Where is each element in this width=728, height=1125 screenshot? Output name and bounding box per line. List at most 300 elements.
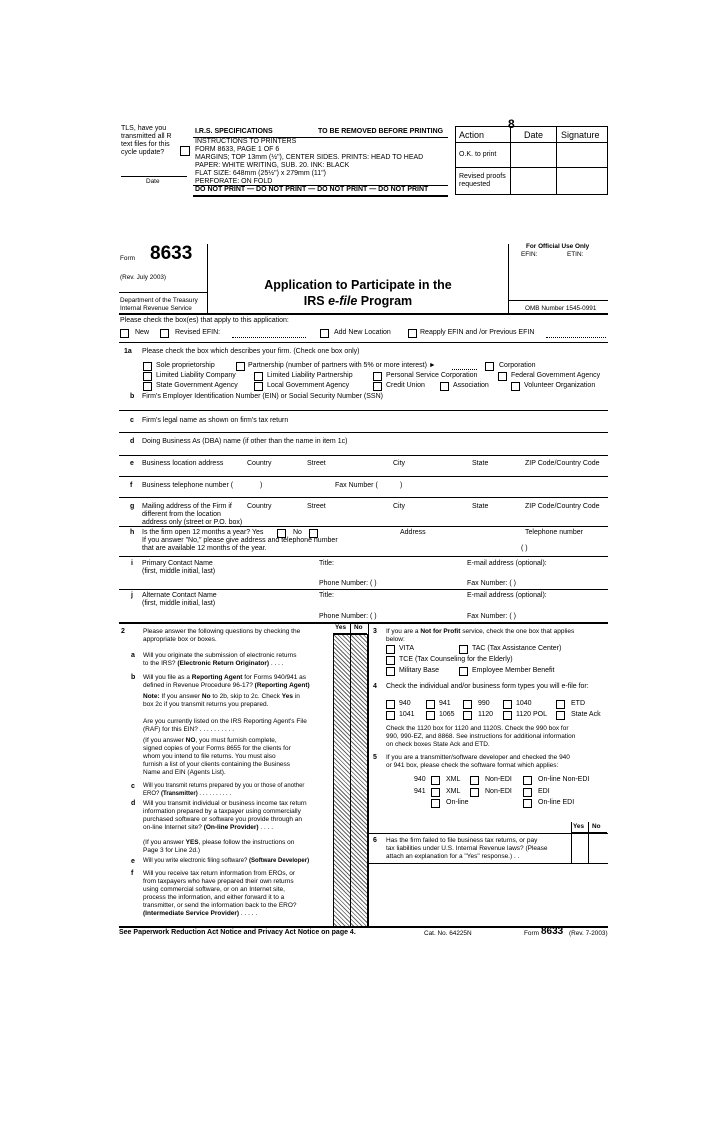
option-label: Credit Union (386, 382, 425, 389)
form-label: 1040 (516, 700, 532, 707)
item-g-text: different from the location (142, 511, 221, 518)
zip-label: ZIP Code/Country Code (525, 460, 600, 467)
item-d-text: Doing Business As (DBA) name (if other than the name in item 1c) (142, 438, 348, 445)
q5-line: If you are a transmitter/software developer and checked the 940 (386, 754, 570, 761)
tac-label: TAC (Tax Assistance Center) (472, 645, 562, 652)
941-online-edi-checkbox[interactable] (523, 799, 532, 808)
q6-line: tax liabilities under U.S. Internal Revenue laws? (Please (386, 844, 548, 852)
item-number: g (130, 503, 135, 510)
form-1120pol-checkbox[interactable] (503, 711, 512, 720)
llc-checkbox[interactable] (143, 372, 152, 381)
new-checkbox[interactable] (120, 329, 129, 338)
form-label: 1120 POL (516, 711, 548, 718)
phone-field-rule[interactable] (119, 497, 608, 498)
revised-label: Revised EFIN: (175, 329, 221, 336)
telephone-label: Telephone number (525, 529, 583, 536)
q2-line: (Transmitter) (161, 790, 198, 797)
form-label: Form (120, 255, 135, 262)
omb-number: OMB Number 1545-0991 (525, 305, 597, 312)
item-number: c (130, 417, 134, 424)
q2-line: Will you transmit returns prepared by you or those of another (143, 783, 305, 789)
q2-line: transmitter, or send the information back to the ERO? (143, 901, 297, 909)
date-header: Date (524, 130, 544, 140)
option-label: Personal Service Corporation (386, 372, 478, 379)
form-1120-checkbox[interactable] (463, 711, 472, 720)
q2-line: using commercial software, or on an Internet site, (143, 885, 285, 893)
employee-benefit-checkbox[interactable] (459, 667, 468, 676)
option-label: State Government Agency (156, 382, 238, 389)
street-label: Street (307, 503, 326, 510)
q2-line: whom you intend to file returns. You must also (143, 752, 276, 760)
form-state-ack-checkbox[interactable] (556, 711, 565, 720)
leader: . . . . . . . . . . (197, 790, 232, 797)
section-rule (119, 342, 608, 343)
item-number: b (131, 674, 136, 681)
nonedi-label: Non-EDI (485, 788, 512, 795)
q2-line: Please answer the following questions by checking the (143, 628, 301, 635)
previous-efin-field[interactable] (546, 337, 606, 338)
employee-benefit-label: Employee Member Benefit (472, 667, 555, 674)
option-label: Partnership (number of partners with 5% or more interest) ► (248, 362, 436, 369)
leader: . . . . . (239, 909, 258, 917)
form-1041-checkbox[interactable] (386, 711, 395, 720)
partnership-checkbox[interactable] (236, 362, 245, 371)
ein-field-rule[interactable] (119, 410, 608, 411)
option-label: Limited Liability Company (156, 372, 236, 379)
item-number: a (131, 652, 135, 659)
941-edi-checkbox[interactable] (523, 788, 532, 797)
q2-line: Will you receive tax return information from EROs, or (143, 870, 296, 877)
partners-count-field[interactable] (452, 369, 477, 370)
q4-text: Check the individual and/or business form types you will e-file for: (386, 683, 589, 690)
q3-line: If you are a (386, 628, 421, 635)
yes-answer-column[interactable] (333, 634, 351, 928)
q2-line: for Forms 940/941 as (242, 674, 307, 681)
format-941-label: 941 (414, 788, 426, 795)
sole-proprietorship-checkbox[interactable] (143, 362, 152, 371)
tls-update-checkbox[interactable] (180, 146, 190, 156)
no-answer-column[interactable] (350, 634, 368, 928)
form-label: ETD (571, 700, 585, 707)
q4-line: on check boxes State Ack and ETD. (386, 740, 490, 748)
date-label: Date (146, 178, 160, 185)
action-row-rule (455, 142, 607, 143)
form-revision: (Rev. July 2003) (120, 274, 167, 281)
city-label: City (393, 503, 406, 510)
online-nonedi-label: On-line Non-EDI (538, 776, 590, 783)
q2e-text (143, 858, 329, 866)
form-label: 940 (399, 700, 411, 707)
email-label: E-mail address (optional): (467, 560, 547, 567)
raf-question (143, 718, 329, 734)
q2-line: Reporting Agent (191, 674, 243, 681)
q3-line: below: (386, 635, 405, 643)
tls-line: text files for this (121, 141, 170, 148)
phone-label: Phone Number: ( ) (319, 580, 377, 587)
item-number: f (131, 870, 134, 877)
form-title: Application to Participate in the (264, 278, 452, 292)
yes-no-divider (350, 623, 351, 633)
item-number: 5 (373, 754, 377, 761)
item-e-text: Business location address (142, 460, 224, 467)
940-nonedi-checkbox[interactable] (470, 776, 479, 785)
form-1065-checkbox[interactable] (426, 711, 435, 720)
specs-rule (193, 195, 448, 197)
add-location-label: Add New Location (334, 329, 391, 336)
940-xml-checkbox[interactable] (431, 776, 440, 785)
option-label: Volunteer Organization (524, 382, 596, 389)
item-i-text: Primary Contact Name (142, 560, 213, 567)
fax-label: Fax Number: ( ) (467, 580, 517, 587)
efin-label: EFIN: (521, 251, 538, 258)
item-number: e (131, 858, 135, 865)
item-number: 1a (124, 348, 132, 355)
form-1040-checkbox[interactable] (503, 700, 512, 709)
local-agency-checkbox[interactable] (254, 382, 263, 391)
q2-line: Note: (143, 693, 162, 700)
q2-line: (Software Developer) (249, 858, 310, 864)
signature-header: Signature (561, 130, 600, 140)
dba-field-rule[interactable] (119, 455, 608, 456)
item-i-text: (first, middle initial, last) (142, 568, 216, 575)
item-h-text: If you answer "No," please give address and telephone number (142, 537, 338, 544)
q5-line: or 941 box, please check the software format which applies: (386, 761, 559, 769)
q2-line: , please follow the instructions on (198, 839, 295, 846)
mailing-field-rule[interactable] (119, 526, 608, 527)
footer-form-number: 8633 (541, 926, 564, 937)
association-checkbox[interactable] (440, 382, 449, 391)
q2-line: (RAF) for this EIN? (143, 725, 198, 733)
tls-line: transmitted all R (121, 133, 172, 140)
form-label: 941 (439, 700, 451, 707)
q2-line: NO (185, 737, 196, 744)
address-label: Address (400, 529, 426, 536)
tls-line: TLS, have you (121, 125, 167, 132)
item-number: 2 (121, 628, 125, 635)
footer-rule (119, 926, 608, 928)
tls-line: cycle update? (121, 149, 165, 156)
leader: . . . . (258, 823, 274, 831)
official-use-label: For Official Use Only (526, 243, 590, 250)
q2-line: Will you transmit individual or business income tax return (143, 800, 307, 807)
form-label: 1065 (439, 711, 455, 718)
add-location-checkbox[interactable] (320, 329, 329, 338)
fax-label: Fax Number: ( ) (467, 613, 517, 620)
country-label: Country (247, 460, 272, 467)
specs-line: MARGINS; TOP 13mm (½"), CENTER SIDES. PRINTS: HEAD TO HEAD (195, 154, 424, 161)
phone-label: Phone Number: ( ) (319, 613, 377, 620)
page-number: 8 (508, 117, 515, 131)
paperwork-notice: See Paperwork Reduction Act Notice and Privacy Act Notice on page 4. (119, 929, 356, 936)
reapply-label: Reapply EFIN and /or Previous EFIN (420, 329, 535, 336)
military-label: Military Base (399, 667, 440, 674)
item-h-text: that are available 12 months of the year. (142, 545, 267, 552)
raf-instructions (143, 737, 329, 777)
item-number: c (131, 783, 135, 790)
corporation-checkbox[interactable] (485, 362, 494, 371)
q2-line: box 2c if you transmit returns you prepared. (143, 700, 269, 708)
q2-line: defined in Revenue Procedure 96-17? (143, 681, 255, 689)
option-label: Corporation (499, 362, 536, 369)
title-part: IRS (303, 294, 329, 308)
q2-line: (Intermediate Service Provider) (143, 909, 240, 917)
item-number: h (130, 529, 135, 536)
location-field-rule[interactable] (119, 476, 608, 477)
omb-rule (508, 300, 608, 301)
format-940-label: 940 (414, 776, 426, 783)
specs-line: FORM 8633, PAGE 1 OF 6 (195, 146, 280, 153)
personal-service-corp-checkbox[interactable] (373, 372, 382, 381)
action-header: Action (459, 130, 485, 140)
item-g-text: address only (street or P.O. box) (142, 519, 243, 526)
tce-label: TCE (Tax Counseling for the Elderly) (399, 656, 513, 663)
form-label: 1120 (478, 711, 494, 718)
form-940-checkbox[interactable] (386, 700, 395, 709)
item-number: d (131, 800, 136, 807)
q4-line: 990, 990-EZ, and 8868. See instructions for additional information (386, 732, 576, 740)
specs-line: INSTRUCTIONS TO PRINTERS (195, 138, 297, 145)
q3-line: Not for Profit (420, 628, 461, 635)
credit-union-checkbox[interactable] (373, 382, 382, 391)
q2-line: YES (185, 839, 199, 846)
revised-proofs-label: requested (459, 181, 491, 188)
q2-intro (143, 628, 329, 644)
941-xml-checkbox[interactable] (431, 788, 440, 797)
q2-line: to 2b, skip to 2c. Check (210, 693, 282, 700)
q2-line: appropriate box or boxes. (143, 635, 217, 643)
department: Internal Revenue Service (120, 305, 192, 312)
paren-close: ) (260, 482, 263, 489)
form-label: State Ack (571, 711, 601, 718)
q2-line: (If you answer (143, 737, 186, 744)
no-label: No (293, 529, 302, 536)
q2-line: Page 3 for Line 2d.) (143, 846, 201, 854)
specs-line: PERFORATE: ON FOLD (195, 178, 273, 185)
specs-title: I.R.S. SPECIFICATIONS (195, 128, 273, 135)
form-label: 990 (478, 700, 490, 707)
nonedi-label: Non-EDI (485, 776, 512, 783)
q2-line: signed copies of your Forms 8655 for the clients for (143, 744, 291, 752)
item-f-text: Business telephone number ( (142, 482, 234, 489)
q2-line: , you must furnish complete, (195, 737, 277, 744)
q2-line: purchased software or software you provide through an (143, 815, 302, 823)
q5-text (386, 754, 608, 770)
header-bottom-rule (119, 313, 608, 315)
email-label: E-mail address (optional): (467, 592, 547, 599)
item-1a-text: Please check the box which describes your firm. (Check one box only) (142, 348, 360, 355)
q4-note (386, 725, 608, 749)
state-agency-checkbox[interactable] (143, 382, 152, 391)
item-number: f (130, 482, 133, 489)
q2-line: Will you originate the submission of electronic returns (143, 652, 297, 659)
item-number: i (131, 560, 133, 567)
q2-line: in (292, 693, 300, 700)
etin-label: ETIN: (567, 251, 584, 258)
q6-text (386, 837, 570, 861)
yes-header: Yes (573, 823, 585, 830)
q2-line: (Reporting Agent) (254, 681, 310, 689)
item-j-text: (first, middle initial, last) (142, 600, 216, 607)
q2-line: Will you write electronic filing software? (143, 858, 250, 864)
q2b-text (143, 674, 329, 690)
leader: . . . . (269, 659, 284, 667)
q2b-note (143, 693, 329, 709)
tac-checkbox[interactable] (459, 645, 468, 654)
q4-line: Check the 1120 box for 1120 and 1120S. Check the 990 box for (386, 725, 569, 732)
q2-line: (If you answer (143, 839, 186, 846)
q2-line: Yes (281, 693, 293, 700)
xml-label: XML (446, 788, 461, 795)
check-intro: Please check the box(es) that apply to this application: (120, 317, 289, 324)
q2-line: furnish a list of your clients containing the Business (143, 760, 291, 768)
item-number: j (131, 592, 133, 599)
military-checkbox[interactable] (386, 667, 395, 676)
form-title (208, 294, 508, 308)
q6-line: attach an explanation for a "Yes" response.) (386, 852, 513, 860)
paren-close: ) (400, 482, 403, 489)
fax-label: Fax Number ( (335, 482, 378, 489)
item-j-text: Alternate Contact Name (142, 592, 217, 599)
state-label: State (472, 460, 489, 467)
date-line[interactable] (121, 176, 187, 177)
yes-header: Yes (335, 624, 347, 631)
q3-line: service, check the one box that applies (460, 628, 575, 635)
do-not-print: DO NOT PRINT — DO NOT PRINT — DO NOT PRINT — DO NOT PRINT (195, 186, 429, 193)
item-number: 6 (373, 837, 377, 844)
option-label: Limited Liability Partnership (267, 372, 353, 379)
online-edi-label: On-line EDI (538, 799, 575, 806)
action-col-rule (556, 126, 557, 194)
q2-line: to the IRS? (143, 659, 178, 667)
header-rule (119, 292, 207, 293)
item-b-text: Firm's Employer Identification Number (EIN) or Social Security Number (SSN) (142, 393, 383, 400)
q6-line: Has the firm failed to file business tax returns, or pay (386, 837, 538, 844)
tce-checkbox[interactable] (386, 656, 395, 665)
new-label: New (135, 329, 150, 336)
q2f-text (143, 870, 329, 917)
q2-line: Are you currently listed on the IRS Reporting Agent's File (143, 718, 307, 725)
specs-removed: TO BE REMOVED BEFORE PRINTING (318, 128, 444, 135)
revised-checkbox[interactable] (160, 329, 169, 338)
edi-label: EDI (538, 788, 550, 795)
q3-text (386, 628, 606, 644)
q2a-text (143, 652, 329, 668)
q2d-note (143, 839, 329, 855)
catalog-number: Cat. No. 64225N (424, 930, 472, 937)
option-label: Association (453, 382, 489, 389)
state-label: State (472, 503, 489, 510)
form-990-checkbox[interactable] (463, 700, 472, 709)
column-divider (368, 623, 369, 926)
xml-label: XML (446, 776, 461, 783)
action-row-rule (455, 167, 607, 168)
item-number: d (130, 438, 135, 445)
online-label: On-line (446, 799, 469, 806)
vita-label: VITA (399, 645, 415, 652)
form-number: 8633 (150, 243, 193, 264)
city-label: City (393, 460, 406, 467)
ok-to-print-label: O.K. to print (459, 151, 497, 158)
header-col-rule (508, 244, 509, 315)
no-header: No (354, 624, 363, 631)
q2-line: If you answer (161, 693, 202, 700)
leader: . . (512, 852, 520, 860)
q2-line: No (201, 693, 211, 700)
title-label: Title: (319, 592, 334, 599)
reapply-checkbox[interactable] (408, 329, 417, 338)
revised-efin-field[interactable] (232, 337, 306, 338)
specs-line: PAPER: WHITE WRITING, SUB. 20. INK: BLACK (195, 162, 350, 169)
q2-line: process the information, and either forward it to a (143, 893, 285, 901)
option-label: Sole proprietorship (156, 362, 215, 369)
country-label: Country (247, 503, 272, 510)
no-header: No (592, 823, 601, 830)
llp-checkbox[interactable] (254, 372, 263, 381)
q6-rule (369, 833, 608, 834)
q2-line: Will you file as a (143, 674, 192, 681)
item-number: e (130, 460, 134, 467)
option-label: Federal Government Agency (511, 372, 601, 379)
q2c-text (143, 783, 329, 799)
item-number: 4 (373, 683, 377, 690)
title-efile: e-file (328, 294, 358, 308)
form-etd-checkbox[interactable] (556, 700, 565, 709)
q2-line: information prepared by a taxpayer using commercially (143, 807, 301, 815)
941-nonedi-checkbox[interactable] (470, 788, 479, 797)
q6-col-rule (588, 833, 589, 863)
q2d-text (143, 800, 329, 832)
q2-line: from taxpayers who have prepared their own returns (143, 877, 294, 885)
item-number: b (130, 393, 135, 400)
item-h-text: Is the firm open 12 months a year? Yes (142, 529, 264, 536)
specs-line: FLAT SIZE: 648mm (25½") x 279mm (11") (195, 170, 327, 177)
q2-line: ERO? (143, 790, 162, 797)
q2-line: Name and EIN (Agents List). (143, 768, 226, 776)
action-col-rule (510, 126, 511, 194)
i-field-rule[interactable] (119, 589, 608, 590)
q2-line: (Electronic Return Originator) (177, 659, 270, 667)
form-label: 1041 (399, 711, 415, 718)
item-c-text: Firm's legal name as shown on firm's tax return (142, 417, 289, 424)
940-online-nonedi-checkbox[interactable] (523, 776, 532, 785)
legal-name-field-rule[interactable] (119, 432, 608, 433)
item-number: 3 (373, 628, 377, 635)
leader: . . . . . . . . . . (197, 725, 235, 733)
q6-rule (369, 863, 608, 864)
q6-col-rule (571, 833, 572, 863)
option-label: Local Government Agency (267, 382, 350, 389)
department: Department of the Treasury (120, 297, 198, 304)
yes-no-divider (588, 822, 589, 832)
q2-line: on-line Internet site? (143, 823, 204, 831)
street-label: Street (307, 460, 326, 467)
h-field-rule[interactable] (119, 556, 608, 557)
941-online-checkbox[interactable] (431, 799, 440, 808)
title-label: Title: (319, 560, 334, 567)
form-941-checkbox[interactable] (426, 700, 435, 709)
revised-proofs-label: Revised proofs (459, 173, 506, 180)
federal-agency-checkbox[interactable] (498, 372, 507, 381)
telephone-paren: ( ) (521, 545, 528, 552)
footer-form-label: Form (524, 930, 539, 937)
footer-revision: (Rev. 7-2003) (569, 930, 608, 937)
vita-checkbox[interactable] (386, 645, 395, 654)
zip-label: ZIP Code/Country Code (525, 503, 600, 510)
q2-line: (On-line Provider) (203, 823, 259, 831)
volunteer-org-checkbox[interactable] (511, 382, 520, 391)
item-g-text: Mailing address of the Firm if (142, 503, 232, 510)
title-part: Program (357, 294, 413, 308)
